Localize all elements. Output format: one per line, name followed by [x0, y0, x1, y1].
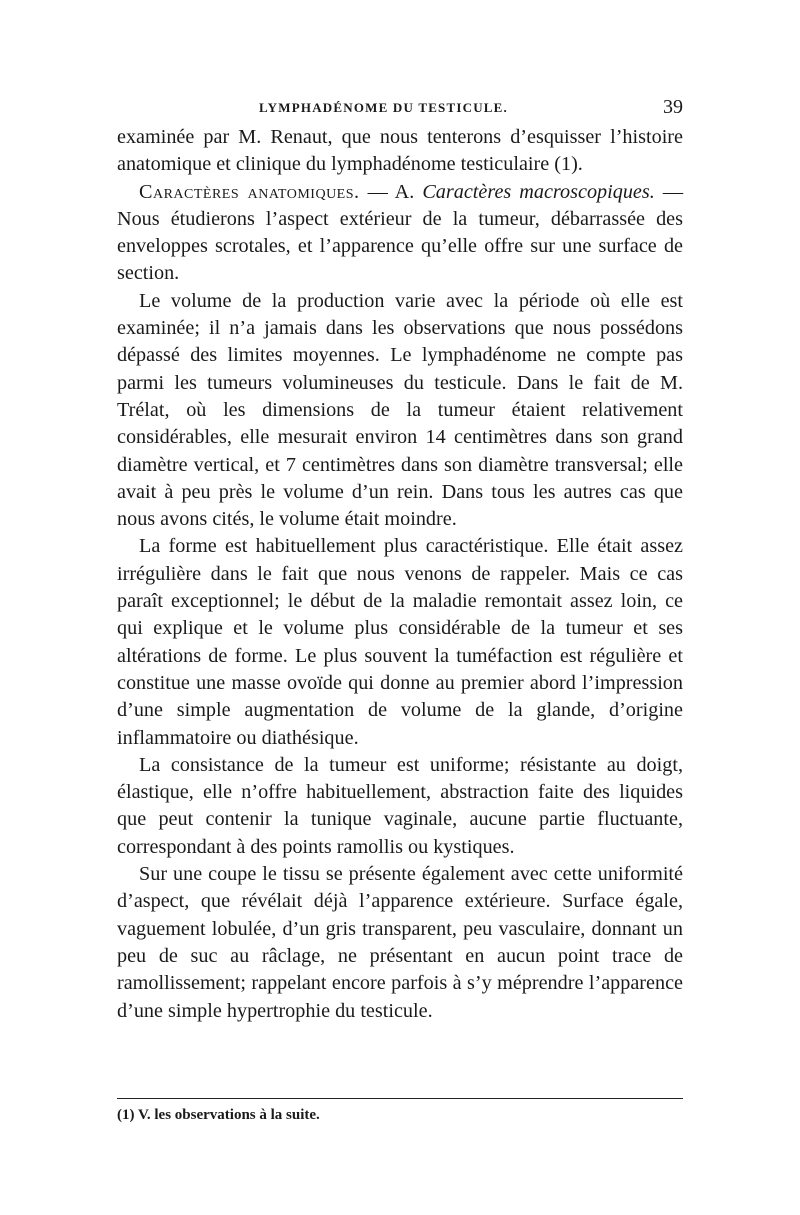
paragraph-forme: La forme est habituellement plus caractéristique. Elle était assez irrégulière dans le fait que nous venons de rappeler. Mais ce cas paraît exceptionnel; le début de la maladie remontait assez loin, ce qui explique et le volume plus considérable de la tumeur et ses altérations de forme. Le plus souvent la tuméfaction est régulière et constitue une masse ovoïde qui donne au premier abord l’impression d’une simple augmentation de volume de la glande, d’origine inflammatoire ou diathésique.: [117, 535, 683, 749]
body-text: [117, 124, 683, 1025]
paragraph-consistance: La consistance de la tumeur est uniforme; résistante au doigt, élastique, elle n’offre habituellement, abstraction faite des liquides que peut contenir la tunique vaginale, aucune partie fluctuante, correspondant à des points ramollis ou kystiques.: [117, 753, 683, 858]
running-title: LYMPHADÉNOME DU TESTICULE.: [259, 100, 508, 115]
paragraph-text: — Nous étudierons l’aspect extérieur de la tumeur, débarrassée des enveloppes scrotales, et l’apparence qu’elle offre sur une surface de section.: [117, 180, 683, 285]
heading-dash: — A.: [359, 180, 423, 203]
paragraph-volume: Le volume de la production varie avec la période où elle est examinée; il n’a jamais dans les observations que nous possédons dépassé des limites moyennes. Le lymphadénome ne compte pas parmi les tumeurs volumineuses du testicule. Dans le fait de M. Trélat, où les dimensions de la tumeur étaient relativement considérables, elle mesurait environ 14 centimètres dans son grand diamètre vertical, et 7 centimètres dans son diamètre transversal; elle avait à peu près le volume d’un rein. Dans tous les autres cas que nous avons cités, le volume était moindre.: [117, 289, 683, 531]
paragraph-continuation: examinée par M. Renaut, que nous tenterons d’esquisser l’histoire anatomique et clinique du lymphadénome testiculaire (1).: [117, 126, 683, 176]
footnote-divider: [117, 1098, 683, 1099]
running-head: [117, 90, 683, 124]
book-page: [117, 90, 683, 1123]
paragraph-coupe: Sur une coupe le tissu se présente également avec cette uniformité d’aspect, que révélait déjà l’apparence extérieure. Surface égale, vaguement lobulée, d’un gris transparent, peu vasculaire, donnant un peu de suc au râclage, ne présentant en aucun point trace de ramollissement; rappelant encore parfois à s’y méprendre l’apparence d’une simple hypertrophie du testicule.: [117, 863, 683, 1022]
paragraph-section-heading: [117, 179, 683, 288]
section-heading: Caractères anatomiques.: [139, 180, 360, 203]
subsection-heading: Caractères macroscopiques.: [422, 180, 655, 203]
footnote: (1) V. les observations à la suite.: [117, 1107, 320, 1123]
page-number: 39: [663, 96, 683, 118]
